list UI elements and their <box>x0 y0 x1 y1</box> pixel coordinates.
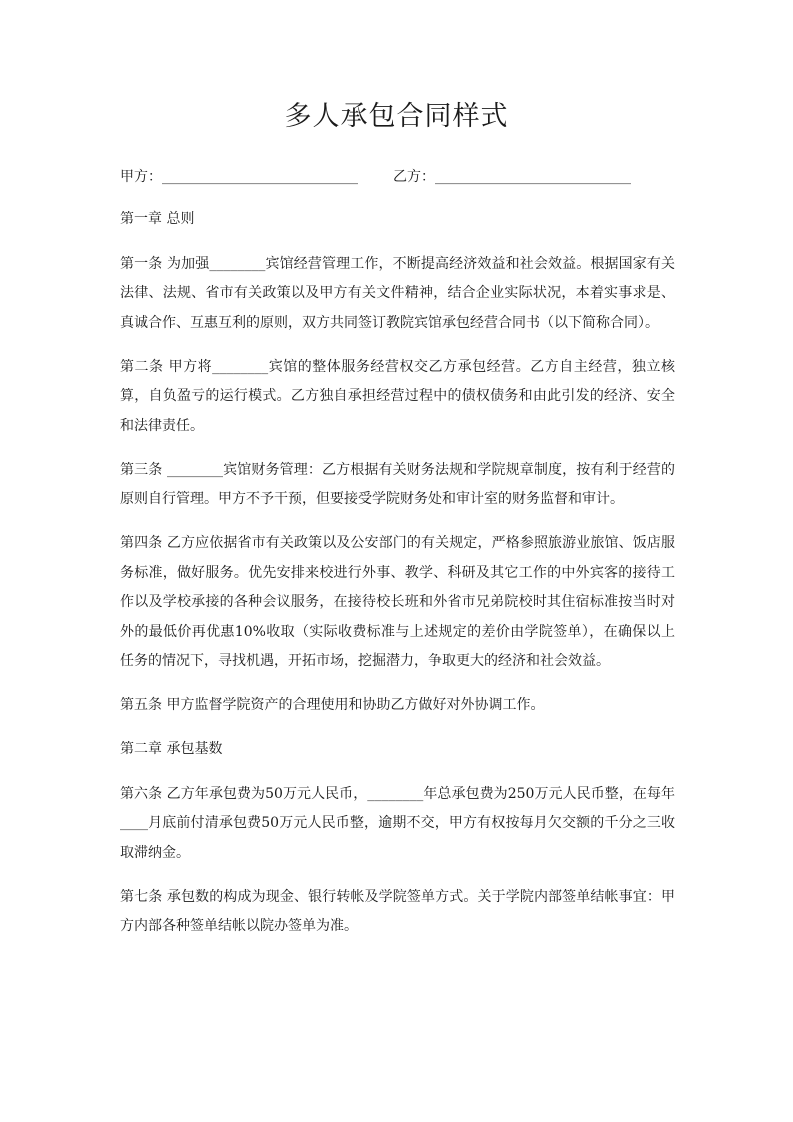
article-paragraph: 第五条 甲方监督学院资产的合理使用和协助乙方做好对外协调工作。 <box>120 697 545 713</box>
contract-body <box>120 205 675 956</box>
chapter-heading: 第二章 承包基数 <box>120 741 223 757</box>
party-b-field: 乙方：____________________________ <box>393 169 631 185</box>
article-paragraph: 第六条 乙方年承包费为50万元人民币，________年总承包费为250万元人民币整，在每年____月底前付清承包费50万元人民币整，逾期不交，甲方有权按每月欠交额的千分之三收取滞纳金。 <box>120 785 675 861</box>
article-paragraph: 第一条 为加强________宾馆经营管理工作，不断提高经济效益和社会效益。根据国家有关法律、法规、省市有关政策以及甲方有关文件精神，结合企业实际状况，本着实事求是、真诚合作、互惠互利的原则，双方共同签订教院宾馆承包经营合同书（以下简称合同）。 <box>120 255 675 331</box>
article-paragraph: 第七条 承包数的构成为现金、银行转帐及学院签单方式。关于学院内部签单结帐事宜：甲方内部各种签单结帐以院办签单为准。 <box>120 888 675 934</box>
article-paragraph: 第四条 乙方应依据省市有关政策以及公安部门的有关规定，严格参照旅游业旅馆、饭店服务标准，做好服务。优先安排来校进行外事、教学、科研及其它工作的中外宾客的接待工作以及学校承接的各种会议服务，在接待校长班和外省市兄弟院校时其住宿标准按当时对外的最低价再优惠10%收取（实际收费标准与上述规定的差价由学院签单），在确保以上任务的情况下，寻找机遇，开拓市场，挖掘潜力，争取更大的经济和社会效益。 <box>120 535 675 669</box>
parties-line <box>120 166 680 190</box>
article-paragraph: 第二条 甲方将________宾馆的整体服务经营权交乙方承包经营。乙方自主经营，独立核算，自负盈亏的运行模式。乙方独自承担经营过程中的债权债务和由此引发的经济、安全和法律责任。 <box>120 358 675 434</box>
document-title: 多人承包合同样式 <box>284 101 509 132</box>
chapter-heading: 第一章 总则 <box>120 211 195 227</box>
party-a-field: 甲方：____________________________ <box>120 169 358 185</box>
article-paragraph: 第三条 ________宾馆财务管理：乙方根据有关财务法规和学院规章制度，按有利于经营的原则自行管理。甲方不予干预，但要接受学院财务处和审计室的财务监督和审计。 <box>120 461 675 507</box>
